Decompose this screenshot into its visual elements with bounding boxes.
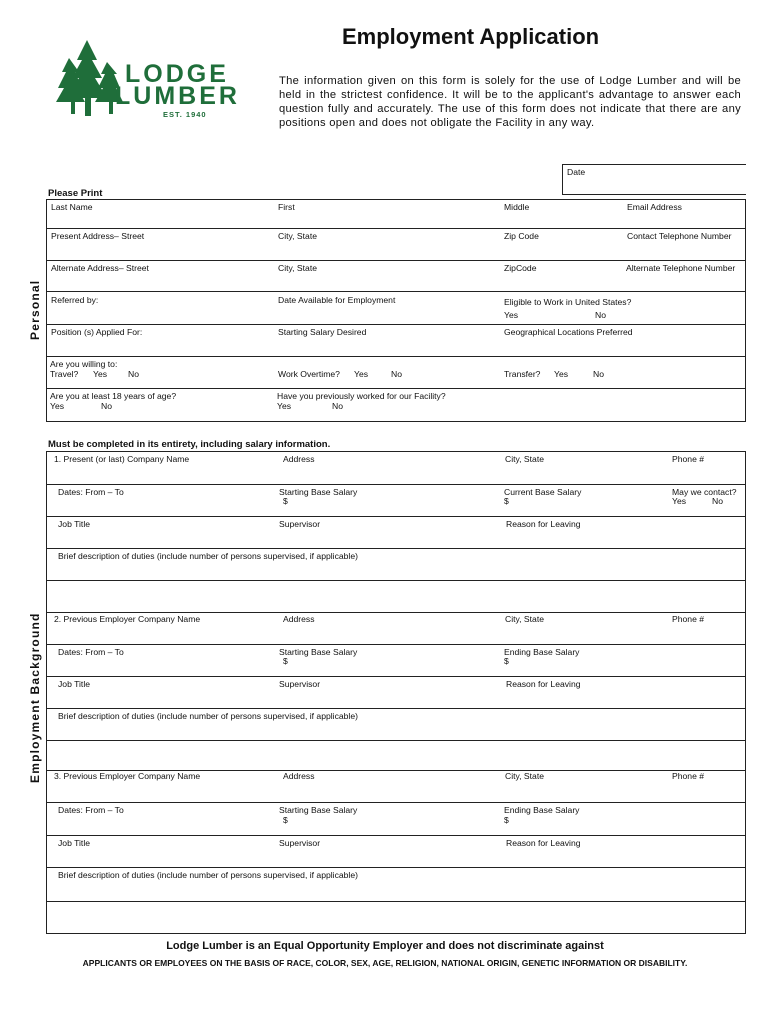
e1-duties-field[interactable]: [48, 563, 744, 611]
e3-ending-salary-label: Ending Base Salary: [504, 805, 580, 815]
logo-line2: LUMBER: [115, 82, 240, 110]
middle-name-field[interactable]: [503, 212, 623, 227]
travel-no[interactable]: No: [128, 369, 139, 379]
e3-duties-field[interactable]: [48, 903, 744, 932]
e3-start-salary-label: Starting Base Salary: [279, 805, 358, 815]
please-print-label: Please Print: [48, 188, 103, 199]
e1-city-label: City, State: [505, 454, 545, 464]
city-state-field[interactable]: [276, 242, 501, 258]
e3-duties-label: Brief description of duties (include number of persons supervised, if applicable): [58, 870, 358, 880]
eligible-no[interactable]: No: [595, 310, 606, 320]
middle-name-label: Middle: [504, 202, 530, 212]
overtime-label: Work Overtime?: [278, 369, 340, 379]
logo: [55, 38, 260, 123]
alt-city-state-label: City, State: [278, 263, 318, 273]
e1-company-label: 1. Present (or last) Company Name: [54, 454, 190, 464]
e1-phone-label: Phone #: [672, 454, 705, 464]
e2-ending-dollar: $: [504, 656, 509, 666]
e3-phone-label: Phone #: [672, 771, 705, 781]
employment-side-label: Employment Background: [28, 612, 42, 783]
city-state-label: City, State: [278, 231, 318, 241]
e2-start-dollar: $: [283, 656, 288, 666]
age18-no[interactable]: No: [101, 401, 112, 411]
alt-address-field[interactable]: [48, 274, 273, 290]
age18-label: Are you at least 18 years of age?: [50, 391, 177, 401]
e2-reason-label: Reason for Leaving: [506, 679, 581, 689]
e3-dates-label: Dates: From – To: [58, 805, 124, 815]
position-field[interactable]: [48, 338, 273, 354]
eeo-statement-line2: APPLICANTS OR EMPLOYEES ON THE BASIS OF RACE, COLOR, SEX, AGE, RELIGION, NATIONAL ORIGIN, GENETIC INFORMATION OR DISABILITY.: [82, 958, 688, 968]
e2-job-title-label: Job Title: [58, 679, 91, 689]
e1-reason-label: Reason for Leaving: [506, 519, 581, 529]
e3-address-label: Address: [283, 771, 315, 781]
e1-contact-no[interactable]: No: [712, 496, 723, 506]
email-field[interactable]: [625, 212, 743, 227]
willing-label: Are you willing to:: [50, 359, 118, 369]
alt-address-label: Alternate Address– Street: [51, 263, 149, 273]
transfer-no[interactable]: No: [593, 369, 604, 379]
zip-label: Zip Code: [504, 231, 539, 241]
referred-by-field[interactable]: [48, 306, 273, 322]
date-available-field[interactable]: [276, 306, 501, 322]
intro-paragraph: The information given on this form is solely for the use of Lodge Lumber and will be held in the strictest confidence. It will be to the applicant's advantage to answer each question fully and accurately. The use of this form does not indicate that there are any positions open and does not obligate the Facility in any way.: [279, 75, 741, 129]
email-label: Email Address: [627, 202, 682, 212]
logo-line1: LODGE: [125, 60, 229, 88]
travel-yes[interactable]: Yes: [93, 369, 108, 379]
salary-desired-label: Starting Salary Desired: [278, 327, 367, 337]
e1-dates-label: Dates: From – To: [58, 487, 124, 497]
e1-current-salary-label: Current Base Salary: [504, 487, 582, 497]
e2-dates-label: Dates: From – To: [58, 647, 124, 657]
overtime-yes[interactable]: Yes: [354, 369, 369, 379]
e1-address-label: Address: [283, 454, 315, 464]
e1-current-dollar: $: [504, 496, 509, 506]
e2-start-salary-label: Starting Base Salary: [279, 647, 358, 657]
e2-phone-label: Phone #: [672, 614, 705, 624]
e3-supervisor-label: Supervisor: [279, 838, 321, 848]
e1-start-salary-label: Starting Base Salary: [279, 487, 358, 497]
date-field[interactable]: [595, 166, 743, 192]
present-address-label: Present Address– Street: [51, 231, 145, 241]
date-available-label: Date Available for Employment: [278, 295, 396, 305]
e3-reason-label: Reason for Leaving: [506, 838, 581, 848]
prev-worked-label: Have you previously worked for our Facility?: [277, 391, 446, 401]
employment-notice: Must be completed in its entirety, including salary information.: [48, 439, 331, 450]
e2-city-label: City, State: [505, 614, 545, 624]
eeo-statement-line1: Lodge Lumber is an Equal Opportunity Employer and does not discriminate against: [166, 940, 604, 952]
e2-supervisor-label: Supervisor: [279, 679, 321, 689]
e3-job-title-label: Job Title: [58, 838, 91, 848]
last-name-field[interactable]: [48, 212, 273, 227]
geo-field[interactable]: [503, 338, 743, 354]
salary-desired-field[interactable]: [276, 338, 501, 354]
present-address-field[interactable]: [48, 242, 273, 258]
contact-phone-label: Contact Telephone Number: [627, 231, 732, 241]
e1-contact-yes[interactable]: Yes: [672, 496, 687, 506]
e2-duties-field[interactable]: [48, 723, 744, 769]
e1-supervisor-label: Supervisor: [279, 519, 321, 529]
alt-zip-label: ZipCode: [504, 263, 537, 273]
position-label: Position (s) Applied For:: [51, 327, 143, 337]
e2-duties-label: Brief description of duties (include number of persons supervised, if applicable): [58, 711, 358, 721]
personal-side-label: Personal: [28, 279, 42, 340]
e2-ending-salary-label: Ending Base Salary: [504, 647, 580, 657]
contact-phone-field[interactable]: [625, 242, 743, 258]
e2-address-label: Address: [283, 614, 315, 624]
first-name-field[interactable]: [276, 212, 501, 227]
travel-label: Travel?: [50, 369, 79, 379]
last-name-label: Last Name: [51, 202, 93, 212]
e1-duties-label: Brief description of duties (include number of persons supervised, if applicable): [58, 551, 358, 561]
alt-phone-field[interactable]: [625, 274, 743, 290]
prev-worked-no[interactable]: No: [332, 401, 343, 411]
e1-job-title-label: Job Title: [58, 519, 91, 529]
e3-company-label: 3. Previous Employer Company Name: [54, 771, 201, 781]
transfer-yes[interactable]: Yes: [554, 369, 569, 379]
overtime-no[interactable]: No: [391, 369, 402, 379]
zip-field[interactable]: [503, 242, 623, 258]
logo-est: EST. 1940: [163, 110, 207, 119]
page-title: Employment Application: [342, 24, 600, 49]
e2-company-label: 2. Previous Employer Company Name: [54, 614, 201, 624]
referred-by-label: Referred by:: [51, 295, 99, 305]
e3-start-dollar: $: [283, 815, 288, 825]
first-name-label: First: [278, 202, 295, 212]
alt-zip-field[interactable]: [503, 274, 623, 290]
prev-worked-yes[interactable]: Yes: [277, 401, 292, 411]
date-label: Date: [567, 167, 586, 177]
e3-city-label: City, State: [505, 771, 545, 781]
e1-may-contact-label: May we contact?: [672, 487, 737, 497]
e3-ending-dollar: $: [504, 815, 509, 825]
eligible-label: Eligible to Work in United States?: [504, 297, 632, 307]
alt-phone-label: Alternate Telephone Number: [626, 263, 736, 273]
transfer-label: Transfer?: [504, 369, 541, 379]
eligible-yes[interactable]: Yes: [504, 310, 519, 320]
alt-city-state-field[interactable]: [276, 274, 501, 290]
age18-yes[interactable]: Yes: [50, 401, 65, 411]
e1-start-dollar: $: [283, 496, 288, 506]
geo-label: Geographical Locations Preferred: [504, 327, 633, 337]
